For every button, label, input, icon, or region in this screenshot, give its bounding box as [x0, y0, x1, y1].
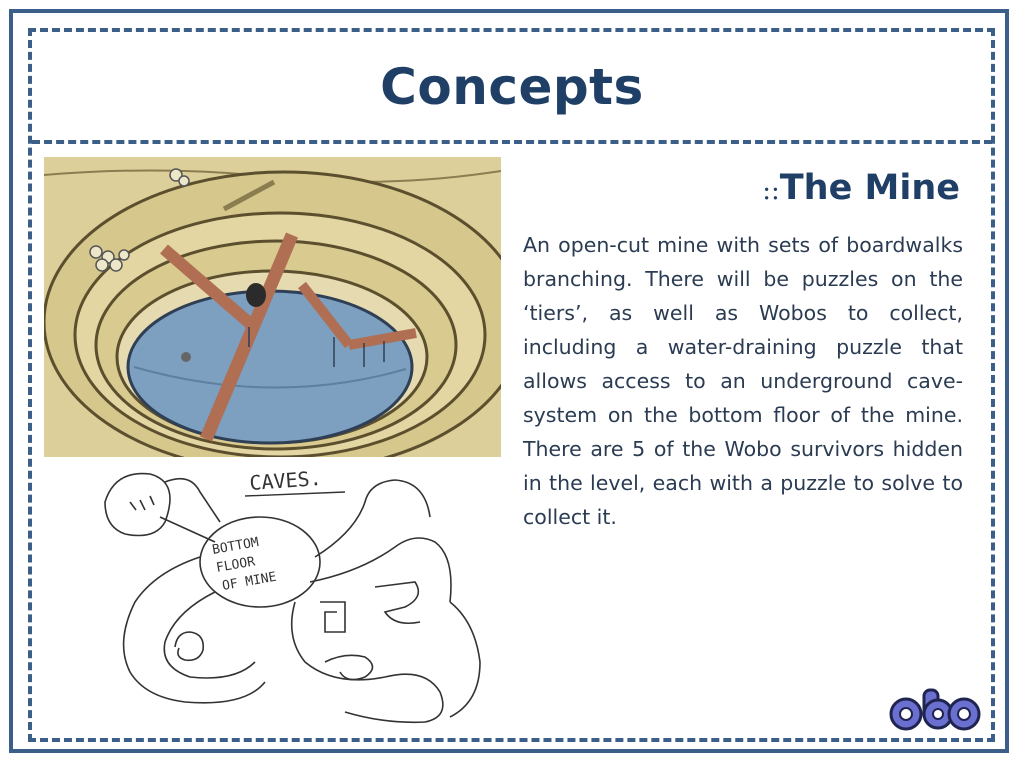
floor-label-line-3: OF MINE — [221, 569, 278, 594]
section-heading-name: The Mine — [779, 168, 960, 208]
mine-description: An open-cut mine with sets of boardwalks branching. There will be puzzles on the ‘tiers’, as well as Wobos to collect, including a water-draining puzzle that allows access to an underground cave-system on the bottom floor of the mine. There are 5 of the Wobo survivors hidden in the level, each with a puzzle to solve to collect it. — [523, 233, 963, 529]
section-heading — [762, 168, 960, 208]
title-divider — [32, 140, 992, 144]
caves-label: CAVES. — [248, 466, 323, 495]
section-heading-prefix: :: — [762, 176, 780, 206]
mine-concept-art — [44, 157, 501, 457]
floor-label-line-2: FLOOR — [215, 554, 257, 576]
slide-title: Concepts — [380, 58, 644, 116]
floor-label-line-1: BOTTOM — [211, 535, 260, 558]
caves-sketch — [95, 462, 500, 727]
wobo-logo — [886, 684, 984, 732]
